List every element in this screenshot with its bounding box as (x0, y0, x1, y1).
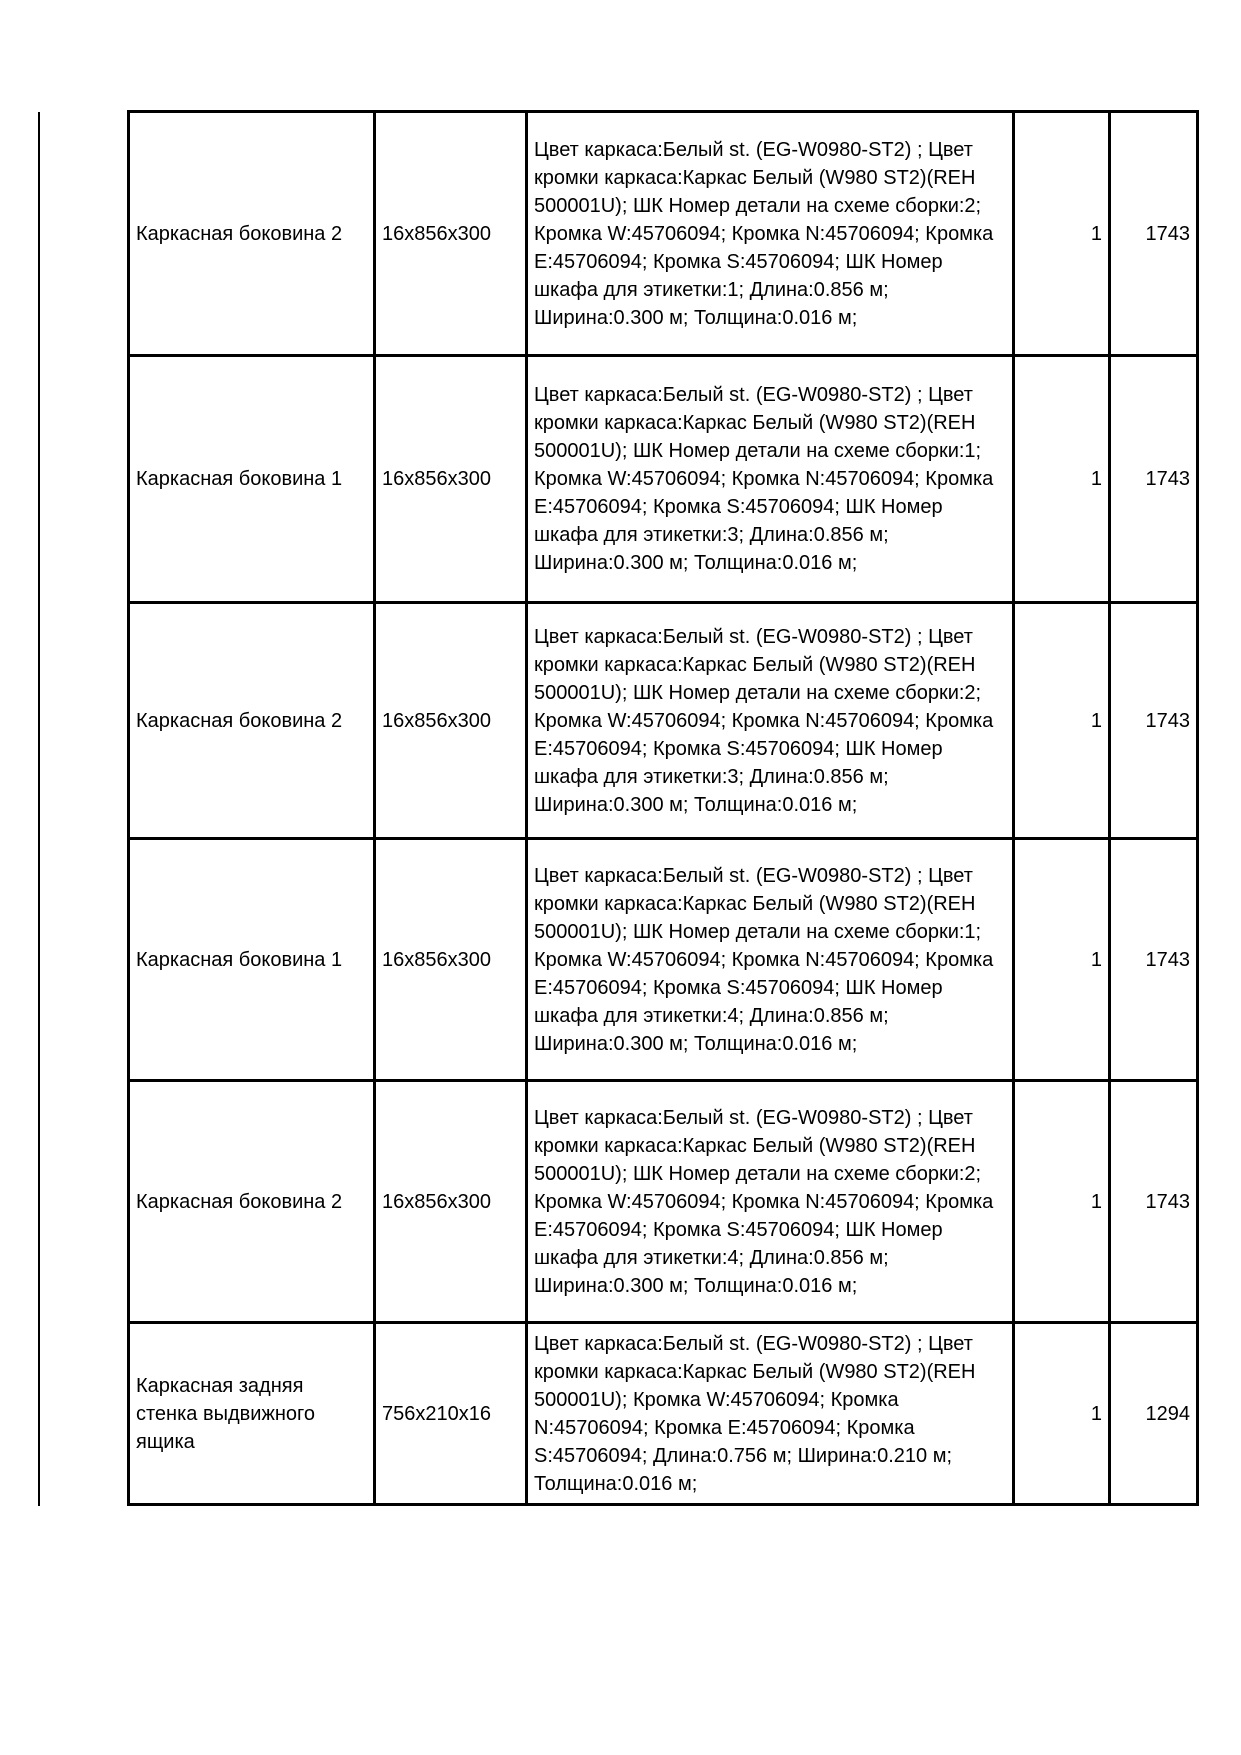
part-dimensions-cell: 16x856x300 (375, 112, 527, 356)
part-description-cell: Цвет каркаса:Белый st. (EG-W0980-ST2) ; Цвет кромки каркаса:Каркас Белый (W980 ST2)(REH 500001U); ШК Номер детали на схеме сборки:2; Кромка W:45706094; Кромка N:45706094; Кромка E:45706094; Кромка S:45706094; ШК Номер шкафа для этикетки:4; Длина:0.856 м; Ширина:0.300 м; Толщина:0.016 м; (527, 1081, 1014, 1323)
table-row (129, 1323, 1198, 1505)
part-quantity-cell: 1 (1014, 603, 1110, 839)
left-margin-rule (38, 112, 40, 1506)
part-name-cell: Каркасная боковина 2 (129, 603, 375, 839)
part-description-cell: Цвет каркаса:Белый st. (EG-W0980-ST2) ; Цвет кромки каркаса:Каркас Белый (W980 ST2)(REH 500001U); ШК Номер детали на схеме сборки:1; Кромка W:45706094; Кромка N:45706094; Кромка E:45706094; Кромка S:45706094; ШК Номер шкафа для этикетки:4; Длина:0.856 м; Ширина:0.300 м; Толщина:0.016 м; (527, 839, 1014, 1081)
part-name-cell: Каркасная боковина 1 (129, 356, 375, 603)
part-value-cell: 1743 (1110, 356, 1198, 603)
part-value-cell: 1743 (1110, 1081, 1198, 1323)
part-dimensions-cell: 16x856x300 (375, 356, 527, 603)
part-name-cell: Каркасная боковина 2 (129, 1081, 375, 1323)
part-value-cell: 1743 (1110, 839, 1198, 1081)
part-quantity-cell: 1 (1014, 356, 1110, 603)
table-row (129, 356, 1198, 603)
part-quantity-cell: 1 (1014, 112, 1110, 356)
part-dimensions-cell: 16x856x300 (375, 1081, 527, 1323)
part-description-cell: Цвет каркаса:Белый st. (EG-W0980-ST2) ; Цвет кромки каркаса:Каркас Белый (W980 ST2)(REH 500001U); Кромка W:45706094; Кромка N:45706094; Кромка E:45706094; Кромка S:45706094; Длина:0.756 м; Ширина:0.210 м; Толщина:0.016 м; (527, 1323, 1014, 1505)
part-name-cell: Каркасная задняя стенка выдвижного ящика (129, 1323, 375, 1505)
table-row (129, 112, 1198, 356)
part-dimensions-cell: 16x856x300 (375, 603, 527, 839)
part-dimensions-cell: 756x210x16 (375, 1323, 527, 1505)
part-value-cell: 1743 (1110, 112, 1198, 356)
part-quantity-cell: 1 (1014, 1081, 1110, 1323)
part-description-cell: Цвет каркаса:Белый st. (EG-W0980-ST2) ; Цвет кромки каркаса:Каркас Белый (W980 ST2)(REH 500001U); ШК Номер детали на схеме сборки:2; Кромка W:45706094; Кромка N:45706094; Кромка E:45706094; Кромка S:45706094; ШК Номер шкафа для этикетки:3; Длина:0.856 м; Ширина:0.300 м; Толщина:0.016 м; (527, 603, 1014, 839)
table-row (129, 1081, 1198, 1323)
part-value-cell: 1294 (1110, 1323, 1198, 1505)
part-quantity-cell: 1 (1014, 839, 1110, 1081)
part-quantity-cell: 1 (1014, 1323, 1110, 1505)
part-dimensions-cell: 16x856x300 (375, 839, 527, 1081)
part-name-cell: Каркасная боковина 2 (129, 112, 375, 356)
part-name-cell: Каркасная боковина 1 (129, 839, 375, 1081)
part-description-cell: Цвет каркаса:Белый st. (EG-W0980-ST2) ; Цвет кромки каркаса:Каркас Белый (W980 ST2)(REH 500001U); ШК Номер детали на схеме сборки:2; Кромка W:45706094; Кромка N:45706094; Кромка E:45706094; Кромка S:45706094; ШК Номер шкафа для этикетки:1; Длина:0.856 м; Ширина:0.300 м; Толщина:0.016 м; (527, 112, 1014, 356)
parts-table (127, 110, 1199, 1506)
part-value-cell: 1743 (1110, 603, 1198, 839)
part-description-cell: Цвет каркаса:Белый st. (EG-W0980-ST2) ; Цвет кромки каркаса:Каркас Белый (W980 ST2)(REH 500001U); ШК Номер детали на схеме сборки:1; Кромка W:45706094; Кромка N:45706094; Кромка E:45706094; Кромка S:45706094; ШК Номер шкафа для этикетки:3; Длина:0.856 м; Ширина:0.300 м; Толщина:0.016 м; (527, 356, 1014, 603)
table-row (129, 839, 1198, 1081)
table-row (129, 603, 1198, 839)
parts-table-body (129, 112, 1198, 1505)
